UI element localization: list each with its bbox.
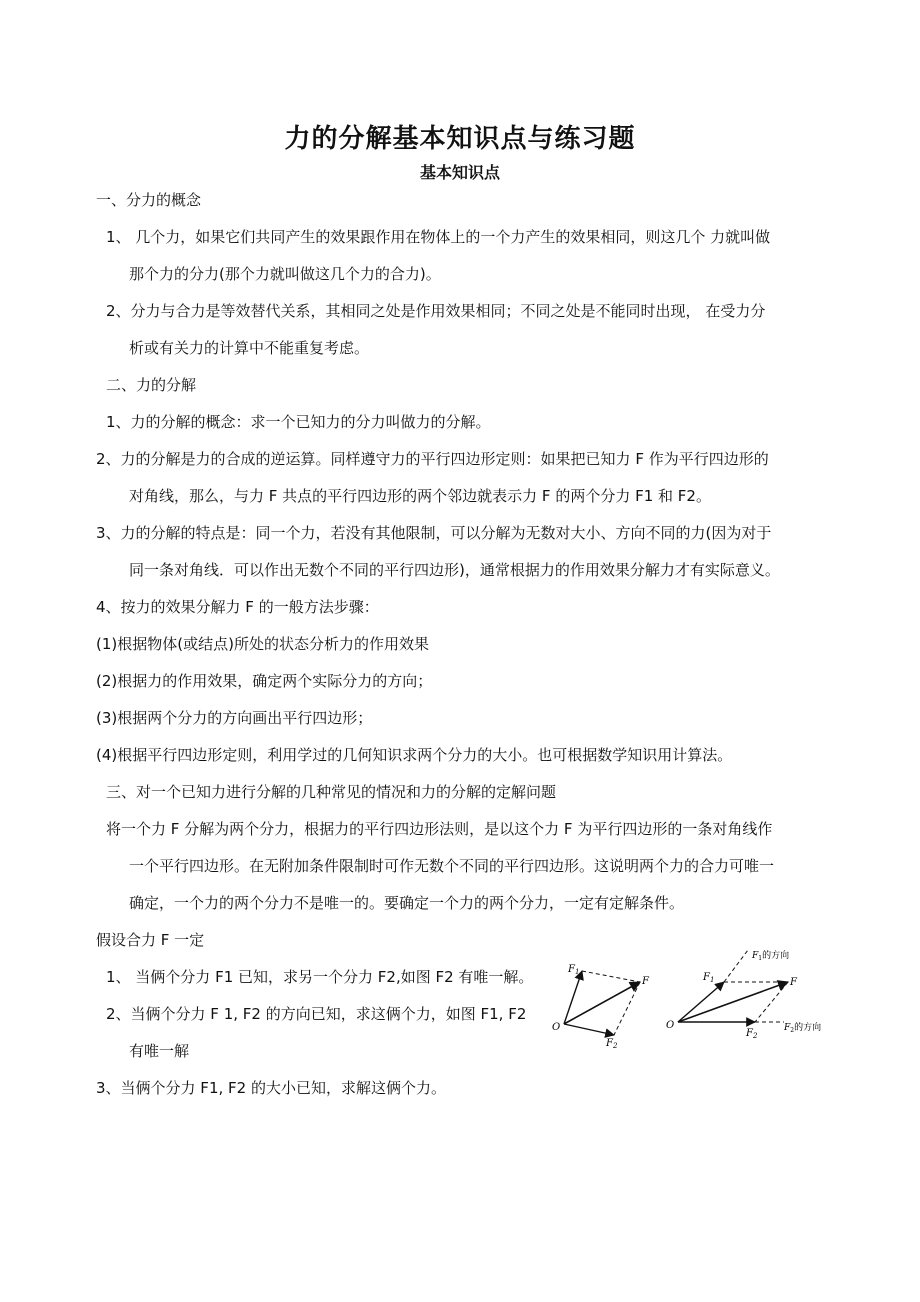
paragraph-line: 确定，一个力的两个分力不是唯一的。要确定一个力的两个分力，一定有定解条件。 xyxy=(129,894,685,912)
diagram-unique-component xyxy=(552,964,650,1050)
paragraph-line: 一个平行四边形。在无附加条件限制时可作无数个不同的平行四边形。这说明两个力的合力可唯一 xyxy=(129,857,775,875)
paragraph-line: 4、按力的效果分解力 F 的一般方法步骤： xyxy=(96,598,379,616)
paragraph-line: 假设合力 F 一定 xyxy=(96,931,205,949)
case-item: 1、 当俩个分力 F1 已知，求另一个分力 F2,如图 F2 有唯一解。 xyxy=(106,968,534,986)
force-f1-arrow xyxy=(678,982,724,1022)
step-item: (4)根据平行四边形定则，利用学过的几何知识求两个分力的大小。也可根据数学知识用计算法。 xyxy=(96,746,733,764)
step-item: (2)根据力的作用效果，确定两个实际分力的方向； xyxy=(96,672,433,690)
case-item: 有唯一解 xyxy=(129,1042,190,1060)
force-f-arrow xyxy=(678,982,788,1022)
paragraph-line: 那个力的分力(那个力就叫做这几个力的合力)。 xyxy=(129,265,441,283)
heading-concept: 一、分力的概念 xyxy=(96,191,202,209)
heading-cases: 三、对一个已知力进行分解的几种常见的情况和力的分解的定解问题 xyxy=(106,783,557,801)
paragraph-line: 将一个力 F 分解为两个分力，根据力的平行四边形法则，是以这个力 F 为平行四边形的一条对角线作 xyxy=(106,820,773,838)
label-f1: $F_1$ xyxy=(568,964,580,976)
label-f2: $F_2$ xyxy=(606,1038,618,1050)
paragraph-line: 2、力的分解是力的合成的逆运算。同样遵守力的平行四边形定则：如果把已知力 F 作为平行四边形的 xyxy=(96,450,769,468)
paragraph-line: 1、力的分解的概念：求一个已知力的分力叫做力的分解。 xyxy=(106,413,491,431)
paragraph-line: 2、分力与合力是等效替代关系，其相同之处是作用效果相同；不同之处是不能同时出现， 在受力分 xyxy=(106,302,766,320)
force-f2-arrow xyxy=(564,1024,614,1035)
paragraph-line: 对角线，那么，与力 F 共点的平行四边形的两个邻边就表示力 F 的两个分力 F1 和 F2。 xyxy=(129,487,711,505)
heading-decomposition: 二、力的分解 xyxy=(106,376,197,394)
f1-direction-line xyxy=(724,950,748,982)
label-f1-direction: $F_1$的方向 xyxy=(752,951,790,962)
label-f2-direction: $F_2$的方向 xyxy=(784,1023,822,1034)
section-subtitle: 基本知识点 xyxy=(419,163,500,182)
case-item: 3、当俩个分力 F1, F2 的大小已知，求解这俩个力。 xyxy=(96,1079,446,1097)
label-f1: $F_1$ xyxy=(703,972,715,984)
force-decomposition-figure xyxy=(548,940,838,1050)
label-f2: $F_2$ xyxy=(746,1028,758,1040)
label-f: F xyxy=(642,976,649,987)
case-item: 2、当俩个分力 F 1, F2 的方向已知，求这俩个力，如图 F1, F2 xyxy=(106,1005,527,1023)
label-origin: O xyxy=(552,1022,561,1033)
label-f: F xyxy=(790,977,797,988)
step-item: (1)根据物体(或结点)所处的状态分析力的作用效果 xyxy=(96,635,429,653)
paragraph-line: 同一条对角线．可以作出无数个不同的平行四边形)，通常根据力的作用效果分解力才有实际意义。 xyxy=(129,561,780,579)
label-origin: O xyxy=(666,1020,675,1031)
dashed-guide xyxy=(582,971,640,982)
paragraph-line: 1、 几个力，如果它们共同产生的效果跟作用在物体上的一个力产生的效果相同，则这几个 力就叫做 xyxy=(106,228,771,246)
paragraph-line: 3、力的分解的特点是：同一个力，若没有其他限制，可以分解为无数对大小、方向不同的力(因为对于 xyxy=(96,524,772,542)
page-title: 力的分解基本知识点与练习题 xyxy=(284,124,636,154)
paragraph-line: 析或有关力的计算中不能重复考虑。 xyxy=(129,339,370,357)
step-item: (3)根据两个分力的方向画出平行四边形； xyxy=(96,709,373,727)
diagram-known-directions xyxy=(666,949,821,1040)
